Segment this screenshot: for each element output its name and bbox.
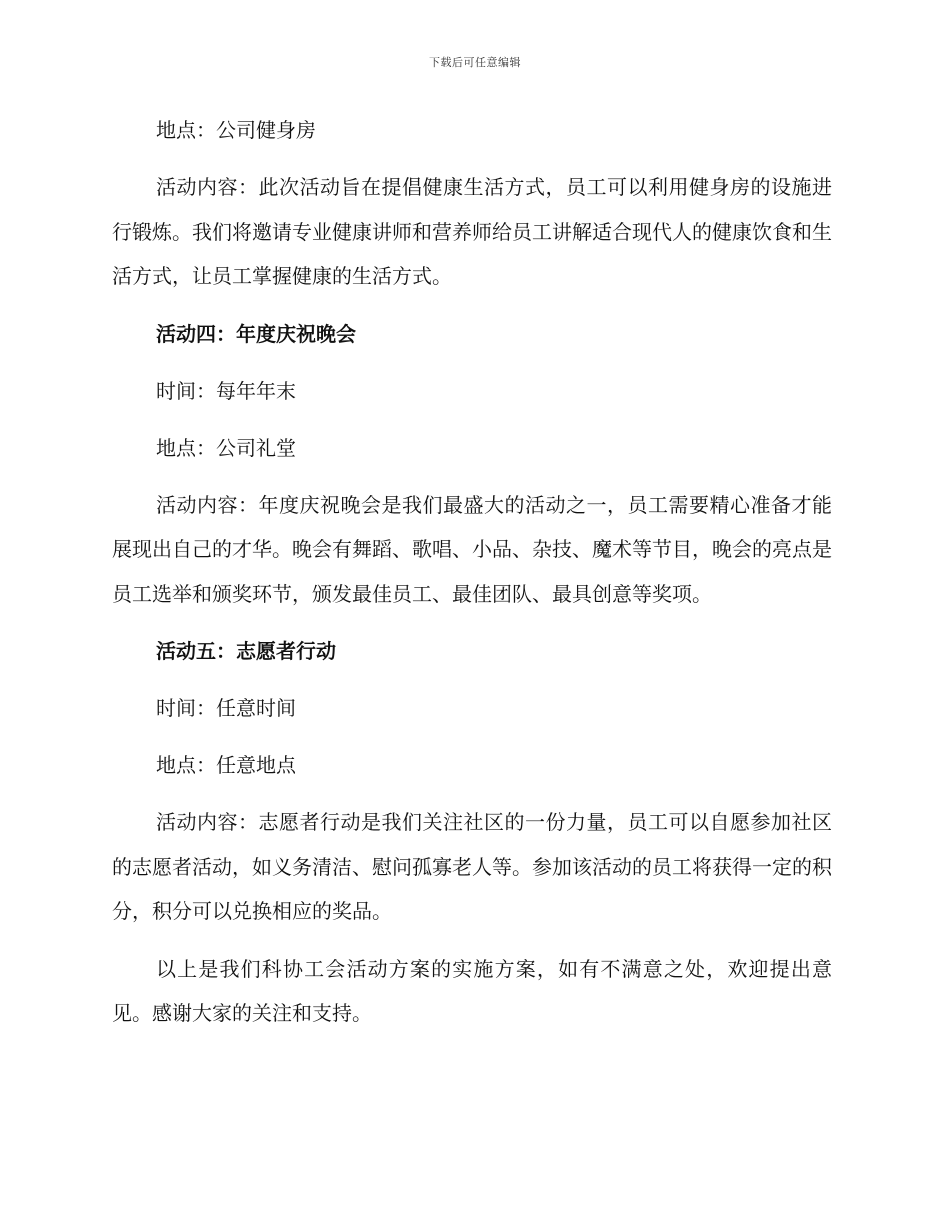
activity-4-heading: 活动四：年度庆祝晚会 xyxy=(156,321,356,346)
activity-4-time: 时间：每年年末 xyxy=(156,378,296,403)
gym-content-paragraph: 活动内容：此次活动旨在提倡健康生活方式，员工可以利用健身房的设施进行锻炼。我们将邀请专业健康讲师和营养师给员工讲解适合现代人的健康饮食和生活方式，让员工掌握健康的生活方式。 xyxy=(112,175,832,288)
activity-4-content-paragraph: 活动内容：年度庆祝晚会是我们最盛大的活动之一，员工需要精心准备才能展现出自己的才华。晚会有舞蹈、歌唱、小品、杂技、魔术等节目，晚会的亮点是员工选举和颁奖环节，颁发最佳员工、最佳团队、最具创意等奖项。 xyxy=(112,492,832,606)
activity-5-location: 地点：任意地点 xyxy=(156,753,296,777)
page-header: 下载后可任意编辑 xyxy=(429,56,521,69)
document-body xyxy=(112,108,832,1036)
activity-5-time: 时间：任意时间 xyxy=(156,696,296,720)
activity-4-location: 地点：公司礼堂 xyxy=(156,435,296,460)
activity-5-heading: 活动五：志愿者行动 xyxy=(156,639,336,663)
conclusion-paragraph: 以上是我们科协工会活动方案的实施方案，如有不满意之处，欢迎提出意见。感谢大家的关注和支持。 xyxy=(112,956,832,1025)
gym-location: 地点：公司健身房 xyxy=(156,118,316,142)
activity-5-content-paragraph: 活动内容：志愿者行动是我们关注社区的一份力量，员工可以自愿参加社区的志愿者活动，如义务清洁、慰问孤寡老人等。参加该活动的员工将获得一定的积分，积分可以兑换相应的奖品。 xyxy=(112,810,832,923)
